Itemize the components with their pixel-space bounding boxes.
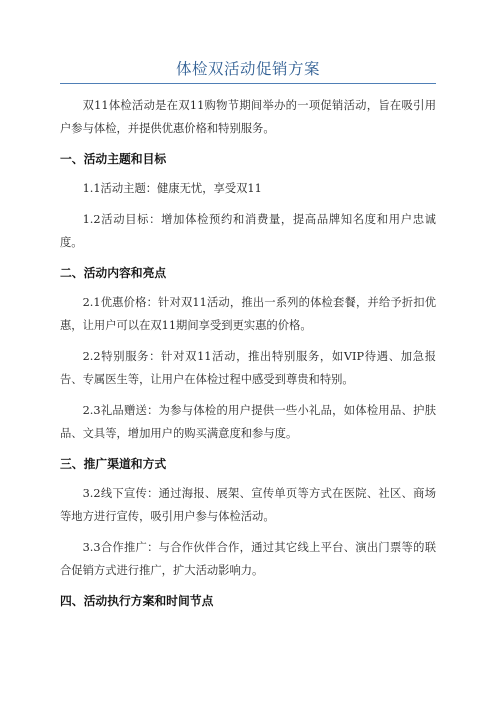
section-paragraph: 2.1优惠价格：针对双11活动，推出一系列的体检套餐，并给予折扣优惠，让用户可以在双11期间享受到更实惠的价格。 <box>60 296 436 332</box>
section-paragraph: 2.2特别服务：针对双11活动，推出特别服务，如VIP待遇、加急报告、专属医生等，让用户在体检过程中感受到尊贵和特别。 <box>60 350 436 386</box>
section-heading: 二、活动内容和亮点 <box>60 266 167 280</box>
section-heading: 一、活动主题和目标 <box>60 152 167 166</box>
intro-paragraph: 双11体检活动是在双11购物节期间举办的一项促销活动，旨在吸引用户参与体检，并提供优惠价格和特别服务。 <box>60 99 436 135</box>
section-paragraph: 3.3合作推广：与合作伙伴合作，通过其它线上平台、演出门票等的联合促销方式进行推广，扩大活动影响力。 <box>60 541 436 577</box>
section-paragraph: 1.1活动主题：健康无忧，享受双11 <box>82 182 262 195</box>
document-body <box>60 94 436 619</box>
section-heading: 三、推广渠道和方式 <box>60 457 167 471</box>
section-paragraph: 1.2活动目标：增加体检预约和消费量，提高品牌知名度和用户忠诚度。 <box>60 213 436 249</box>
title-underline <box>60 83 436 84</box>
section-paragraph: 2.3礼品赠送：为参与体检的用户提供一些小礼品，如体检用品、护肤品、文具等，增加用户的购买满意度和参与度。 <box>60 404 436 440</box>
section-paragraph: 3.2线下宣传：通过海报、展架、宣传单页等方式在医院、社区、商场等地方进行宣传，吸引用户参与体检活动。 <box>60 487 436 523</box>
section-heading: 四、活动执行方案和时间节点 <box>60 594 214 608</box>
document-title: 体检双活动促销方案 <box>175 60 320 78</box>
